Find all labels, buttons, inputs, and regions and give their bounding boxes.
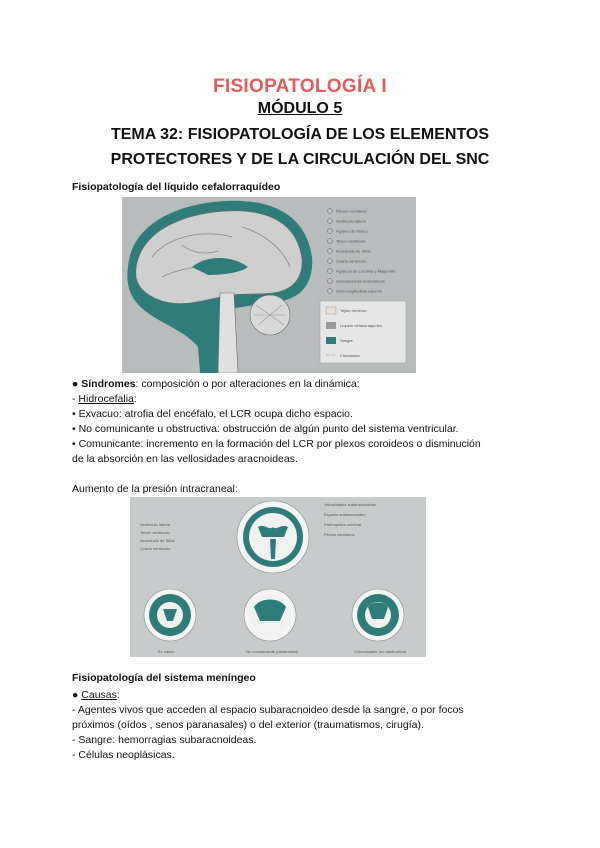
causes-label: Causas <box>81 689 117 701</box>
colon: : <box>133 393 137 405</box>
syndromes-line <box>72 377 542 392</box>
list-item: • Exvacuo: atrofia del encéfalo, el LCR ocupa dicho espacio. <box>72 408 353 420</box>
figure1-label: Seno longitudinal superior <box>336 288 383 294</box>
figure1-label: Agujero de Monro <box>336 228 368 234</box>
figure2-left-label: Acueducto de Silvio <box>140 538 176 543</box>
figure1-label: Ventrículo lateral <box>336 218 366 224</box>
ex-vacuo-diagram <box>144 589 196 641</box>
list-item: próximos (oídos , senos paranasales) o del exterior (traumatismos, cirugía). <box>72 719 424 731</box>
hydrocephalus-types-figure <box>130 497 426 657</box>
causes-line <box>72 688 542 703</box>
pressure-title: Aumento de la presión intracraneal: <box>72 483 238 495</box>
communicating-diagram <box>352 589 404 641</box>
figure2-right-label: Espacio subaracnoideo <box>324 512 366 517</box>
syndromes-label: Síndromes <box>81 378 136 390</box>
figure2-caption: Ex vacuo <box>158 649 175 654</box>
brain-sagittal-illustration <box>122 197 416 373</box>
figure1-legend-label: Sangre <box>340 338 353 343</box>
figure2-caption: No comunicante (obstructiva) <box>246 649 299 654</box>
topic-line-1: TEMA 32: FISIOPATOLOGÍA DE LOS ELEMENTOS <box>110 126 490 143</box>
figure2-left-label: Cuarto ventrículo <box>140 546 171 551</box>
topic-title <box>0 122 600 172</box>
figure1-legend-label: Tejido nervioso <box>340 308 367 313</box>
topic-line-2: PROTECTORES Y DE LA CIRCULACIÓN DEL SNC <box>110 151 490 168</box>
figure2-right-label: Parénquima cerebral <box>324 522 362 527</box>
figure1-label: Plexos coroideos <box>336 208 367 214</box>
figure1-label: Cuarto ventrículo <box>336 258 367 264</box>
figure1-label: Acueducto de Silvio <box>336 248 372 254</box>
figure1-label: Tercer ventrículo <box>336 238 366 244</box>
figure2-caption: Comunicante (no obstructiva) <box>354 649 407 654</box>
normal-brain-diagram <box>237 501 309 573</box>
bullet-icon: ● <box>72 378 79 390</box>
section-heading-csf: Fisiopatología del líquido cefalorraquídeo <box>72 181 281 193</box>
list-item: • No comunicante u obstructiva: obstrucción de algún punto del sistema ventricular. <box>72 423 459 435</box>
hydrocephalus-line <box>72 392 542 407</box>
figure1-label: Granulaciones aracnoideas <box>336 278 385 284</box>
list-item: - Agentes vivos que acceden al espacio subaracnoideo desde la sangre, o por focos <box>72 704 464 716</box>
figure1-legend-label: Circulación <box>340 353 360 358</box>
hydrocephalus-label: Hidrocefalia <box>78 393 134 405</box>
list-item: • Comunicante: incremento en la formación del LCR por plexos coroideos o disminución <box>72 438 481 450</box>
dash: - <box>72 393 79 405</box>
colon: : <box>116 689 120 701</box>
figure2-right-label: Vellosidades subaracnoideas <box>324 502 376 507</box>
section-heading-meninges: Fisiopatología del sistema meníngeo <box>72 672 256 684</box>
figure2-left-label: Tercer ventrículo <box>140 530 170 535</box>
module-title: MÓDULO 5 <box>257 100 343 117</box>
syndromes-text: : composición o por alteraciones en la dinámica: <box>135 378 360 390</box>
figure2-left-label: Ventrículo lateral <box>140 522 170 527</box>
bullet-icon: ● <box>72 689 82 701</box>
figure1-label: Agujeros de Luschka y Magendie <box>336 268 396 274</box>
list-item: - Sangre: hemorragias subaracnoideas. <box>72 734 257 746</box>
course-title: FISIOPATOLOGÍA I <box>212 76 388 97</box>
figure2-right-label: Plexos coroideos <box>324 532 355 537</box>
hydrocephalus-illustration <box>130 497 426 657</box>
csf-circulation-figure <box>122 197 416 373</box>
non-communicating-diagram <box>244 589 296 641</box>
list-item: de la absorción en las vellosidades aracnoideas. <box>72 453 298 465</box>
list-item: - Células neoplásicas. <box>72 749 175 761</box>
figure1-legend-label: Líquido cefalorraquídeo <box>340 323 383 328</box>
